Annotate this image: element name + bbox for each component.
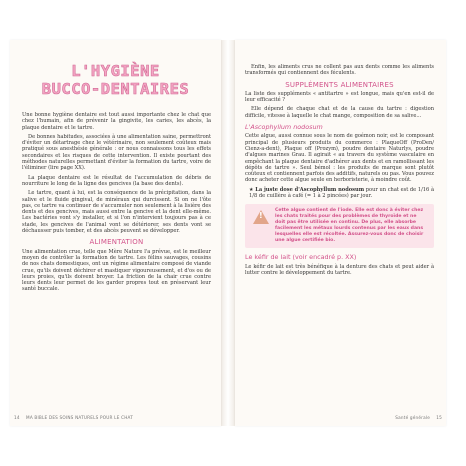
- section-heading-supplements: SUPPLÉMENTS ALIMENTAIRES: [285, 80, 394, 89]
- dose-bullet-text: pour un chat est de 1/16 à 1/8 de cuillère à café (= 1 à 2 pincées) par jour.: [249, 186, 434, 200]
- paragraph: Le kéfir de lait est très bénéfique à la denture des chats et peut aider à lutter contre le développement du tartre.: [245, 263, 434, 276]
- paragraph: La plaque dentaire est le résultat de l'accumulation de débris de nourriture le long de la ligne des gencives (la base des dents).: [22, 174, 211, 187]
- page-number-right: 15: [436, 415, 442, 420]
- subheading-kefir: Le kéfir de lait (voir encadré p. XX): [245, 253, 357, 262]
- paragraph: Le tartre, quant à lui, est la conséquence de la précipitation, dans la salive et le fluide gingival, de minéraux qui durcissent. Si on ne l'ôte pas, ce tartre va continuer de s'accumuler non seulement à la lisière des dents et des gencives, mais aussi entre la gencive et la dent elle-même. Les bactéries vont s'y installer, et si l'on n'intervient toujours pas à ce stade, les gencives de l'animal vont se détériorer, ses dents vont se déchausser puis tomber, et des abcès peuvent se développer.: [22, 190, 211, 235]
- subheading-ascophyllum: L'Ascophyllum nodosum: [245, 123, 323, 132]
- chapter-title-line-2: BUCCO-DENTAIRES: [41, 80, 190, 98]
- right-body: [245, 64, 434, 279]
- paragraph: Enfin, les aliments crus ne collent pas aux dents comme les aliments transformés qui contiennent des féculents.: [245, 64, 434, 77]
- dose-bullet: ★ La juste dose d'Ascophyllum nodosum pour un chat est de 1/16 à 1/8 de cuillère à café (= 1 à 2 pincées) par jour.: [249, 186, 434, 200]
- page-number-left: 14: [14, 415, 20, 420]
- book-gutter: [221, 40, 235, 426]
- warning-box: [245, 204, 434, 248]
- paragraph: De bonnes habitudes, associées à une alimentation saine, permettront d'éviter un détartrage chez le vétérinaire, non seulement coûteux mais pratiqué sous anesthésie générale : or nous connaissons tous les effets secondaires et les risques de cette intervention. Il existe pourtant des méthodes naturelles permettant d'éviter la formation du tartre, voire de l'éliminer (lire page XX).: [22, 133, 211, 172]
- chapter-title: [10, 62, 221, 98]
- warning-triangle-icon: !: [253, 210, 269, 224]
- paragraph: Cette algue, aussi connue sous le nom de goémon noir, est le composant principal de plusieurs produits du commerce : PlaqueOff (ProDen/ Cienz-a-dent), Plaque off (Prozym), poudre dentaire Naturlys, poudre d'algues marines Grau. Il agirait « au travers du système vasculaire en empêchant la plaque dentaire d'adhérer aux dents et en ramollissant les dépôts de tartre ». Seul bémol : les produits de marque sont plutôt coûteux et contiennent parfois des additifs, naturels ou pas. Vous pouvez donc acheter cette algue seule en herboristerie, à moindre coût.: [245, 133, 434, 184]
- left-page: [10, 40, 221, 426]
- right-page: [235, 40, 446, 426]
- paragraph: Une alimentation crue, telle que Mère Nature l'a prévue, est le meilleur moyen de contrôler la formation de tartre. Les félins sauvages, cousins de nos chats domestiques, ont un régime alimentaire composé de viande crue, qu'ils doivent déchirer et mastiquer vigoureusement, et d'os ou de leurs proies, qu'ils doivent broyer. La friction de la chair crue contre leurs dents leur permet de les garder propres tout en préservant leur santé buccale.: [22, 248, 211, 293]
- paragraph: La liste des suppléments « antitartre » est longue, mais qu'en est-il de leur efficacité ?: [245, 90, 434, 104]
- chapter-title-line-1: L'HYGIÈNE: [71, 62, 160, 80]
- running-header-left: MA BIBLE DES SOINS NATURELS POUR LE CHAT: [26, 415, 134, 420]
- warning-text: Cette algue contient de l'iode. Elle est donc à éviter chez les chats traités pour des problèmes de thyroïde et ne doit pas être utilisée en continu. De plus, elle absorbe facilement les métaux lourds contenus par les eaux dans lesquelles elle est récoltée. Assurez-vous donc de choisir une algue certifiée bio.: [275, 208, 424, 244]
- section-heading-alimentation: ALIMENTATION: [89, 238, 144, 247]
- running-header-right: Santé générale: [395, 415, 430, 420]
- paragraph: Elle dépend de chaque chat et de la cause du tartre : digestion difficile, vitesse à laquelle le chat mange, composition de sa salive...: [245, 106, 434, 119]
- dose-bullet-bold: La juste dose d'Ascophyllum nodosum: [255, 186, 365, 193]
- left-body: [22, 112, 211, 296]
- paragraph: Une bonne hygiène dentaire est tout aussi importante chez le chat que chez l'humain, afin de prévenir la gingivite, les caries, les abcès, la plaque dentaire et le tartre.: [22, 112, 211, 131]
